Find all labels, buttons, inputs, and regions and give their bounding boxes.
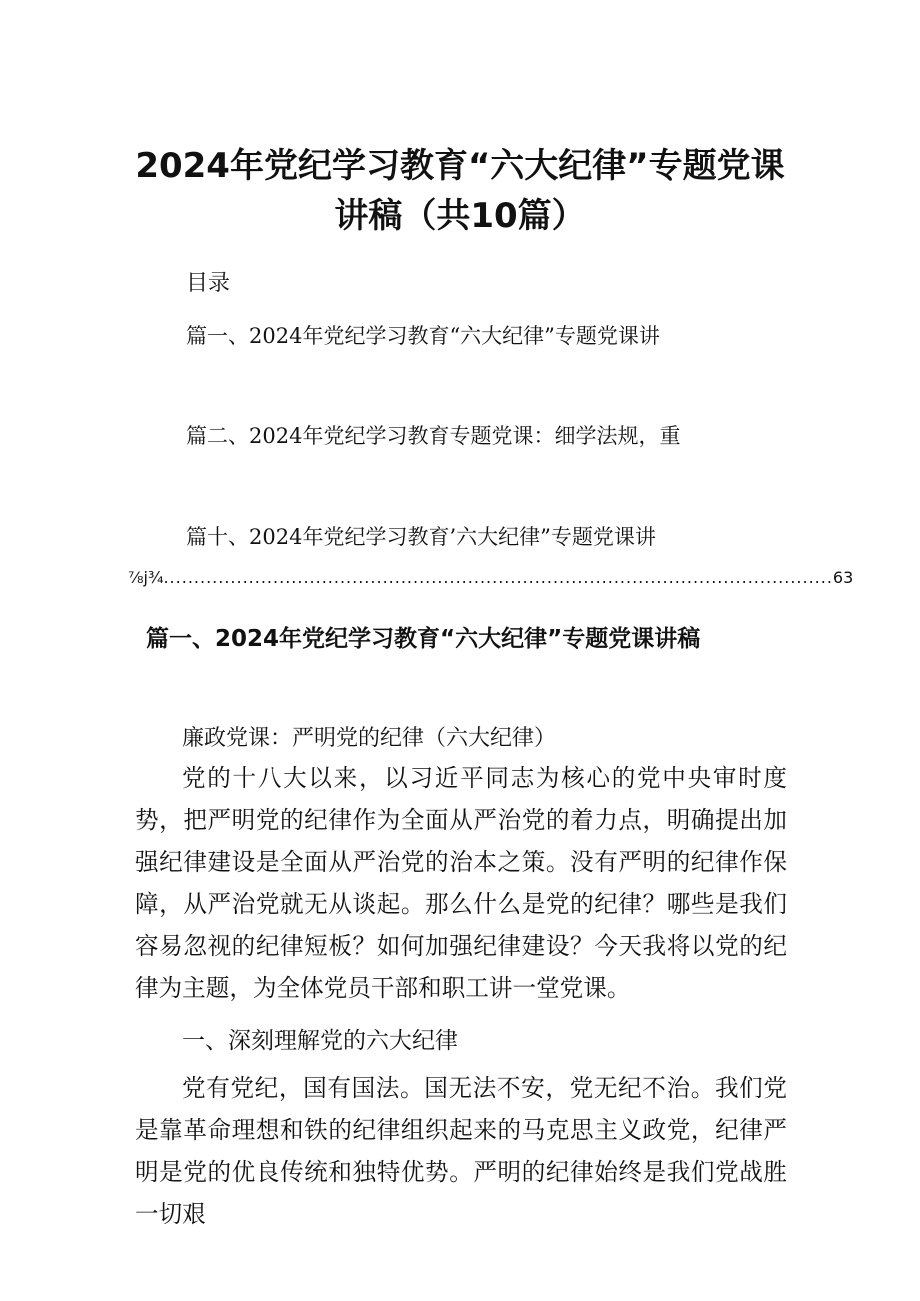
toc-item[interactable]: 篇十、2024年党纪学习教育’六大纪律”专题党课讲 <box>186 525 656 549</box>
toc-item[interactable]: 篇二、2024年党纪学习教育专题党课：细学法规，重 <box>186 424 681 448</box>
toc-item[interactable]: 篇一、2024年党纪学习教育“六大纪律”专题党课讲 <box>186 324 660 348</box>
toc-page-number: 63 <box>832 568 854 587</box>
section-title: 篇一、2024年党纪学习教育“六大纪律”专题党课讲稿 <box>146 626 701 652</box>
section-subheading: 廉政党课：严明党的纪律（六大纪律） <box>182 726 557 751</box>
toc-leader-dots: .............................................................................................................. <box>163 568 833 587</box>
part-heading: 一、深刻理解党的六大纪律 <box>182 1028 458 1054</box>
document-title-line-1: 2024年党纪学习教育“六大纪律”专题党课 <box>135 146 785 186</box>
toc-continuation-text: ⅞j¾ <box>128 568 164 587</box>
body-paragraph: 党有党纪，国有国法。国无法不安，党无纪不治。我们党是靠革命理想和铁的纪律组织起来的马克思主义政党，纪律严明是党的优良传统和独特优势。严明的纪律始终是我们党战胜一切艰 <box>135 1074 787 1228</box>
document-title-line-2: 讲稿（共10篇） <box>334 196 586 236</box>
body-paragraph: 党的十八大以来，以习近平同志为核心的党中央审时度势，把严明党的纪律作为全面从严治党的着力点，明确提出加强纪律建设是全面从严治党的治本之策。没有严明的纪律作保障，从严治党就无从谈起。那么什么是党的纪律？哪些是我们容易忽视的纪律短板？如何加强纪律建设？今天我将以党的纪律为主题，为全体党员干部和职工讲一堂党课。 <box>135 764 787 1002</box>
toc-continuation-line[interactable] <box>128 568 854 587</box>
toc-heading: 目录 <box>186 271 231 296</box>
